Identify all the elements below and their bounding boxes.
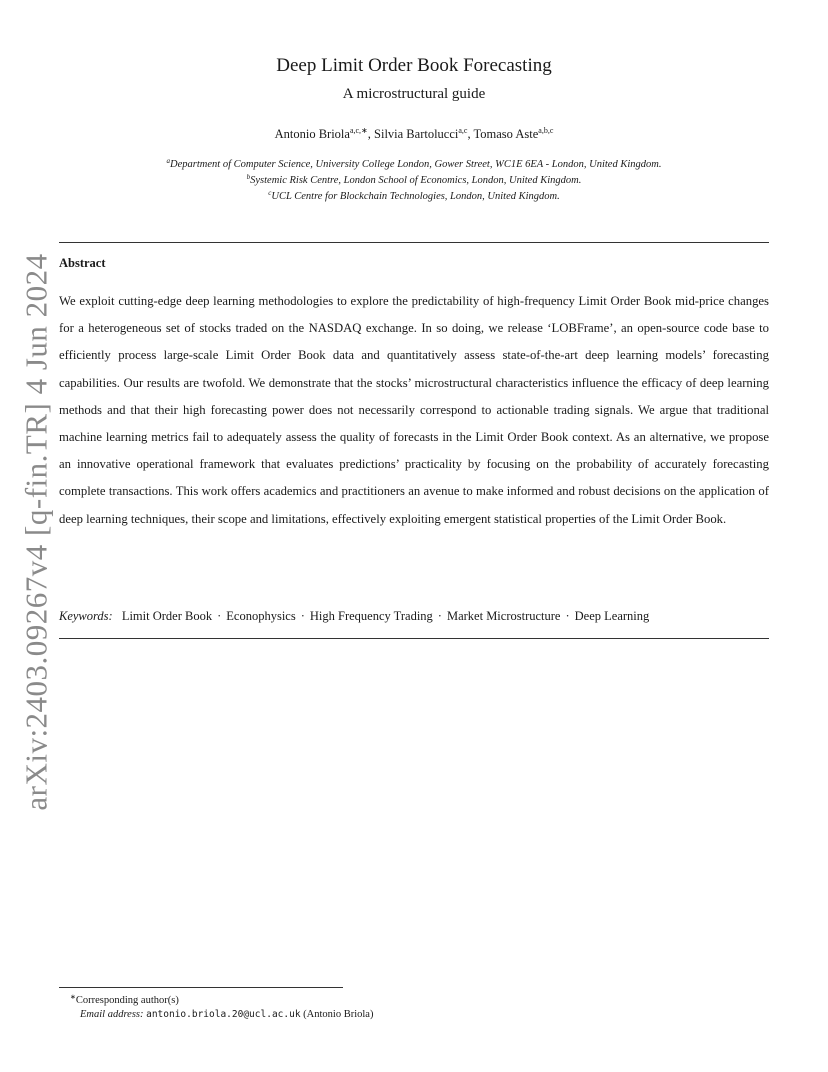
email-line xyxy=(70,1008,373,1022)
abstract-top-rule xyxy=(59,242,769,243)
affiliation-text: Systemic Risk Centre, London School of Economics, London, United Kingdom. xyxy=(250,175,582,186)
email-address-link[interactable]: antonio.briola.20@ucl.ac.uk xyxy=(146,1009,301,1020)
author-name: Antonio Briola xyxy=(274,127,350,141)
author-separator: , xyxy=(367,127,375,141)
keyword-separator: · xyxy=(217,609,222,623)
affiliation-text: UCL Centre for Blockchain Technologies, London, United Kingdom. xyxy=(271,191,560,202)
author-name: Silvia Bartolucci xyxy=(374,127,459,141)
arxiv-identifier-stamp xyxy=(14,253,60,811)
keyword: Econophysics xyxy=(226,609,296,623)
affiliation xyxy=(0,155,828,171)
affiliation-list xyxy=(0,155,828,203)
keyword: Limit Order Book xyxy=(121,609,213,623)
author-affiliation-marks: a,b,c xyxy=(538,126,554,135)
author-separator: , xyxy=(467,127,474,141)
paper-subtitle: A microstructural guide xyxy=(342,86,486,102)
abstract-bottom-rule xyxy=(59,638,769,639)
footnote-mark: ∗ xyxy=(70,993,76,1001)
author-name: Tomaso Aste xyxy=(473,127,539,141)
affiliation xyxy=(0,171,828,187)
author-affiliation-marks: a,c xyxy=(458,126,468,135)
keyword-separator: · xyxy=(565,609,570,623)
affiliation-text: Department of Computer Science, University College London, Gower Street, WC1E 6EA - London, United Kingdom. xyxy=(170,159,662,170)
affiliation-mark: b xyxy=(246,173,251,181)
footnote-text: Corresponding author(s) xyxy=(75,995,179,1006)
affiliation xyxy=(0,187,828,203)
keywords-label: Keywords: xyxy=(59,609,113,623)
email-label: Email address: xyxy=(80,1009,144,1020)
author-affiliation-marks: a,c,∗ xyxy=(349,126,368,135)
keyword: Market Microstructure xyxy=(446,609,561,623)
author xyxy=(474,127,554,141)
abstract-heading: Abstract xyxy=(59,256,106,270)
footnote-rule xyxy=(59,987,343,988)
footnote xyxy=(70,990,373,1022)
keyword-separator: · xyxy=(300,609,305,623)
abstract-text: We exploit cutting-edge deep learning methodologies to explore the predictability of high-frequency Limit Order Book mid-price changes for a heterogeneous set of stocks traded on the NASDAQ exchange. In so doing, we release ‘LOBFrame’, an open-source code base to efficiently process large-scale Limit Order Book data and quantitatively assess state-of-the-art deep learning models’ forecasting capabilities. Our results are twofold. We demonstrate that the stocks’ microstructural characteristics influence the efficacy of deep learning methods and that their high forecasting power does not necessarily correspond to actionable trading signals. We argue that traditional machine learning metrics fail to adequately assess the quality of forecasts in the Limit Order Book context. As an alternative, we propose an innovative operational framework that evaluates predictions’ practicality by focusing on the probability of accurately forecasting complete transactions. This work offers academics and practitioners an avenue to make informed and robust decisions on the application of deep learning techniques, their scope and limitations, effectively exploiting emergent statistical properties of the Limit Order Book. xyxy=(59,294,769,526)
paper-title: Deep Limit Order Book Forecasting xyxy=(276,55,552,76)
arxiv-identifier: arXiv:2403.09267v4 [q-fin.TR] 4 Jun 2024 xyxy=(19,253,54,811)
affiliation-mark: a xyxy=(166,157,171,165)
keywords-line xyxy=(59,609,769,624)
author-list xyxy=(0,126,828,142)
keyword: High Frequency Trading xyxy=(309,609,433,623)
corresponding-author-note xyxy=(70,990,373,1008)
author xyxy=(275,127,368,141)
keyword-separator: · xyxy=(437,609,442,623)
keyword: Deep Learning xyxy=(574,609,650,623)
email-owner: (Antonio Briola) xyxy=(303,1009,374,1020)
affiliation-mark: c xyxy=(268,189,272,197)
author xyxy=(374,127,467,141)
